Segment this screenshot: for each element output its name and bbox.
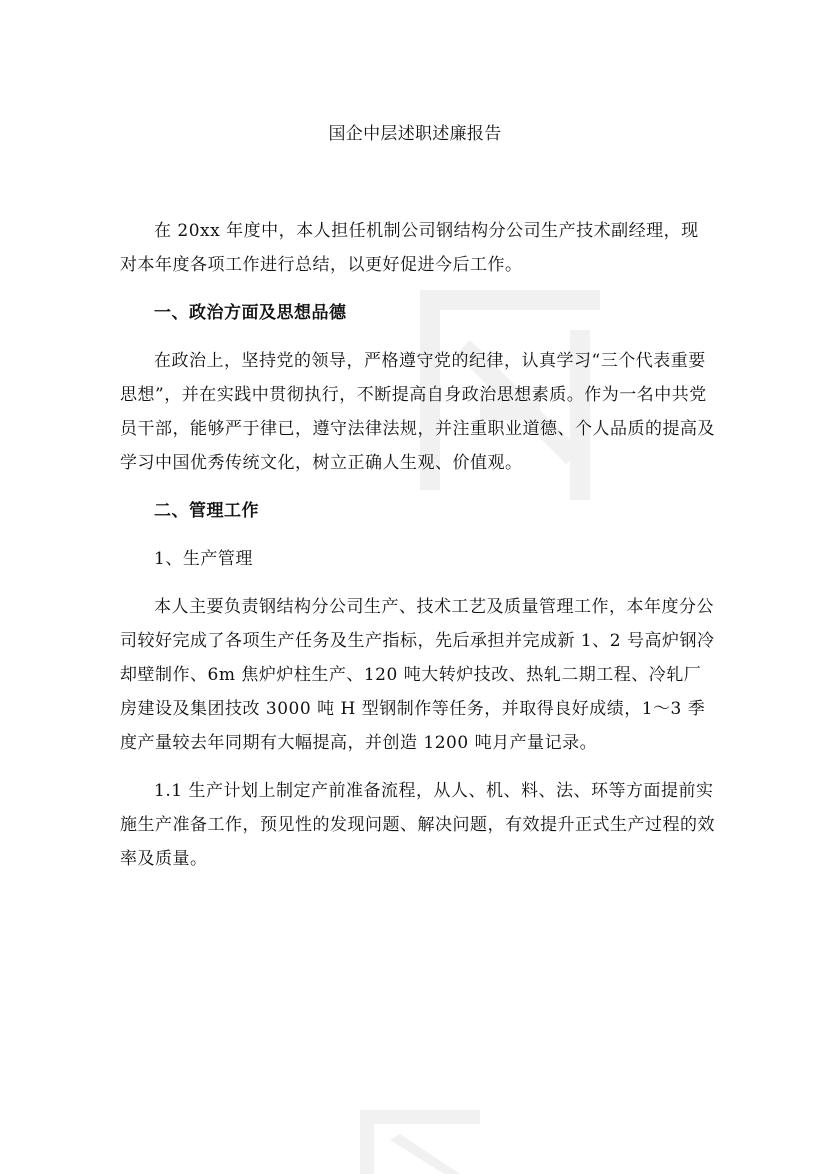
section-heading-management: 二、管理工作 <box>154 501 259 521</box>
politics-paragraph: 在政治上，坚持党的领导，严格遵守党的纪律，认真学习“三个代表重要思想”，并在实践中贯彻执行，不断提高自身政治思想素质。作为一名中共党员干部，能够严于律已，遵守法律法规，并注重职业道德、个人品质的提高及学习中国优秀传统文化，树立正确人生观、价值观。 <box>120 351 715 473</box>
item-1-1-paragraph: 1.1 生产计划上制定产前准备流程，从人、机、料、法、环等方面提前实施生产准备工作，预见性的发现问题、解决问题，有效提升正式生产过程的效率及质量。 <box>120 781 715 869</box>
subsection-heading-production: 1、生产管理 <box>154 549 253 569</box>
watermark-logo-bottom <box>340 1090 500 1174</box>
document-body <box>120 214 716 876</box>
production-paragraph: 本人主要负责钢结构分公司生产、技术工艺及质量管理工作，本年度分公司较好完成了各项生产任务及生产指标，先后承担并完成新 1、2 号高炉钢冷却壁制作、6m 焦炉炉柱生产、120 吨大转炉技改、热轧二期工程、冷轧厂房建设及集团技改 3000 吨 H 型钢制作等任务，并取得良好成绩，1～3 季度产量较去年同期有大幅提高，并创造 1200 吨月产量记录。 <box>120 597 715 753</box>
intro-paragraph: 在 20xx 年度中，本人担任机制公司钢结构分公司生产技术副经理，现对本年度各项工作进行总结，以更好促进今后工作。 <box>120 221 699 275</box>
document-title: 国企中层述职述廉报告 <box>328 124 502 144</box>
section-heading-politics: 一、政治方面及思想品德 <box>154 303 347 323</box>
